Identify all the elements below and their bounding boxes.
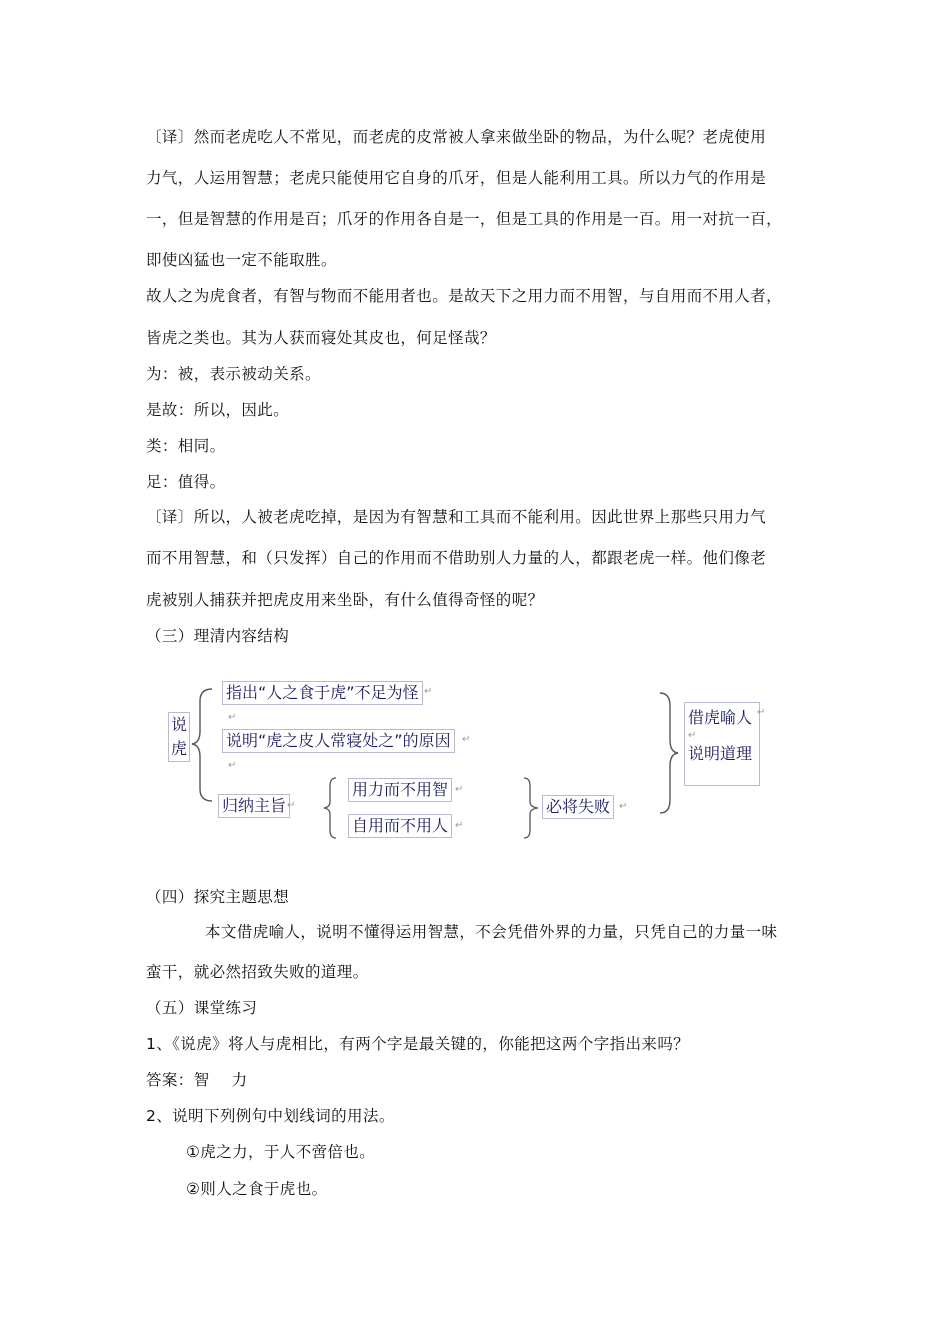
note-shigu: 是故：所以，因此。 xyxy=(146,401,290,419)
diagram-right-1: 借虎喻人 xyxy=(688,708,753,727)
diagram-sub-2: 自用而不用人 xyxy=(348,814,452,838)
note-zu: 足：值得。 xyxy=(146,473,226,491)
return-mark-icon: ↵ xyxy=(688,730,697,741)
theme-line-1: 本文借虎喻人，说明不懂得运用智慧，不会凭借外界的力量，只凭自己的力量一味 xyxy=(205,923,778,941)
note-lei: 类：相同。 xyxy=(146,437,226,455)
return-mark-icon: ↵ xyxy=(462,734,471,745)
diagram-root-box xyxy=(168,712,190,762)
answer-word-1: 智 xyxy=(193,1071,210,1089)
note-wei: 为：被，表示被动关系。 xyxy=(146,365,321,383)
answer-1 xyxy=(146,1070,248,1090)
diagram-branch-3: 归纳主旨 xyxy=(218,794,290,818)
question-2: 2、说明下列例句中划线词的用法。 xyxy=(146,1107,395,1125)
original-text-line-2: 皆虎之类也。其为人获而寝处其皮也，何足怪哉？ xyxy=(146,329,496,347)
translation2-line-1: 〔译〕所以，人被老虎吃掉，是因为有智慧和工具而不能利用。因此世界上那些只用力气 xyxy=(146,508,767,526)
right-brace-main xyxy=(656,690,682,816)
diagram-root-char-2: 虎 xyxy=(171,739,188,758)
example-1: ①虎之力，于人不啻倍也。 xyxy=(186,1143,376,1161)
return-mark-icon: ↵ xyxy=(424,686,433,697)
left-brace-main xyxy=(190,686,220,806)
translation-line-4: 即使凶猛也一定不能取胜。 xyxy=(146,251,337,269)
theme-line-2: 蛮干，就必然招致失败的道理。 xyxy=(146,963,369,981)
diagram-sub-1: 用力而不用智 xyxy=(348,778,452,802)
original-text-line-1: 故人之为虎食者，有智与物而不能用者也。是故天下之用力而不用智，与自用而不用人者， xyxy=(146,287,783,305)
left-brace-sub xyxy=(322,776,342,840)
return-mark-icon: ↵ xyxy=(455,820,464,831)
translation-line-2: 力气，人运用智慧；老虎只能使用它自身的爪牙，但是人能利用工具。所以力气的作用是 xyxy=(146,169,767,187)
diagram-right-box xyxy=(684,702,760,786)
section-heading-structure: （三）理清内容结构 xyxy=(146,627,290,645)
section-heading-theme: （四）探究主题思想 xyxy=(146,888,290,906)
answer-word-2: 力 xyxy=(231,1071,248,1089)
return-mark-icon: ↵ xyxy=(455,784,464,795)
translation2-line-3: 虎被别人捕获并把虎皮用来坐卧，有什么值得奇怪的呢？ xyxy=(146,591,544,609)
return-mark-icon: ↵ xyxy=(619,801,628,812)
translation-line-3: 一，但是智慧的作用是百；爪牙的作用各自是一，但是工具的作用是一百。用一对抗一百， xyxy=(146,210,783,228)
translation2-line-2: 而不用智慧，和（只发挥）自己的作用而不借助别人力量的人，都跟老虎一样。他们像老 xyxy=(146,549,767,567)
diagram-right-2: 说明道理 xyxy=(688,744,753,763)
question-1: 1、《说虎》将人与虎相比，有两个字是最关键的，你能把这两个字指出来吗？ xyxy=(146,1035,690,1053)
return-mark-icon: ↵ xyxy=(228,712,237,723)
return-mark-icon: ↵ xyxy=(287,800,296,811)
example-2: ②则人之食于虎也。 xyxy=(186,1180,328,1198)
return-mark-icon: ↵ xyxy=(228,760,237,771)
translation-line-1: 〔译〕然而老虎吃人不常见，而老虎的皮常被人拿来做坐卧的物品，为什么呢？老虎使用 xyxy=(146,128,767,146)
diagram-branch-1: 指出“人之食于虎”不足为怪 xyxy=(222,681,423,705)
diagram-root-char-1: 说 xyxy=(171,715,188,734)
return-mark-icon: ↵ xyxy=(757,707,766,718)
right-brace-sub xyxy=(520,776,544,840)
section-heading-practice: （五）课堂练习 xyxy=(146,999,258,1017)
diagram-branch-2: 说明“虎之皮人常寝处之”的原因 xyxy=(222,729,455,753)
answer-label: 答案： xyxy=(146,1071,194,1089)
diagram-result: 必将失败 xyxy=(542,795,614,819)
